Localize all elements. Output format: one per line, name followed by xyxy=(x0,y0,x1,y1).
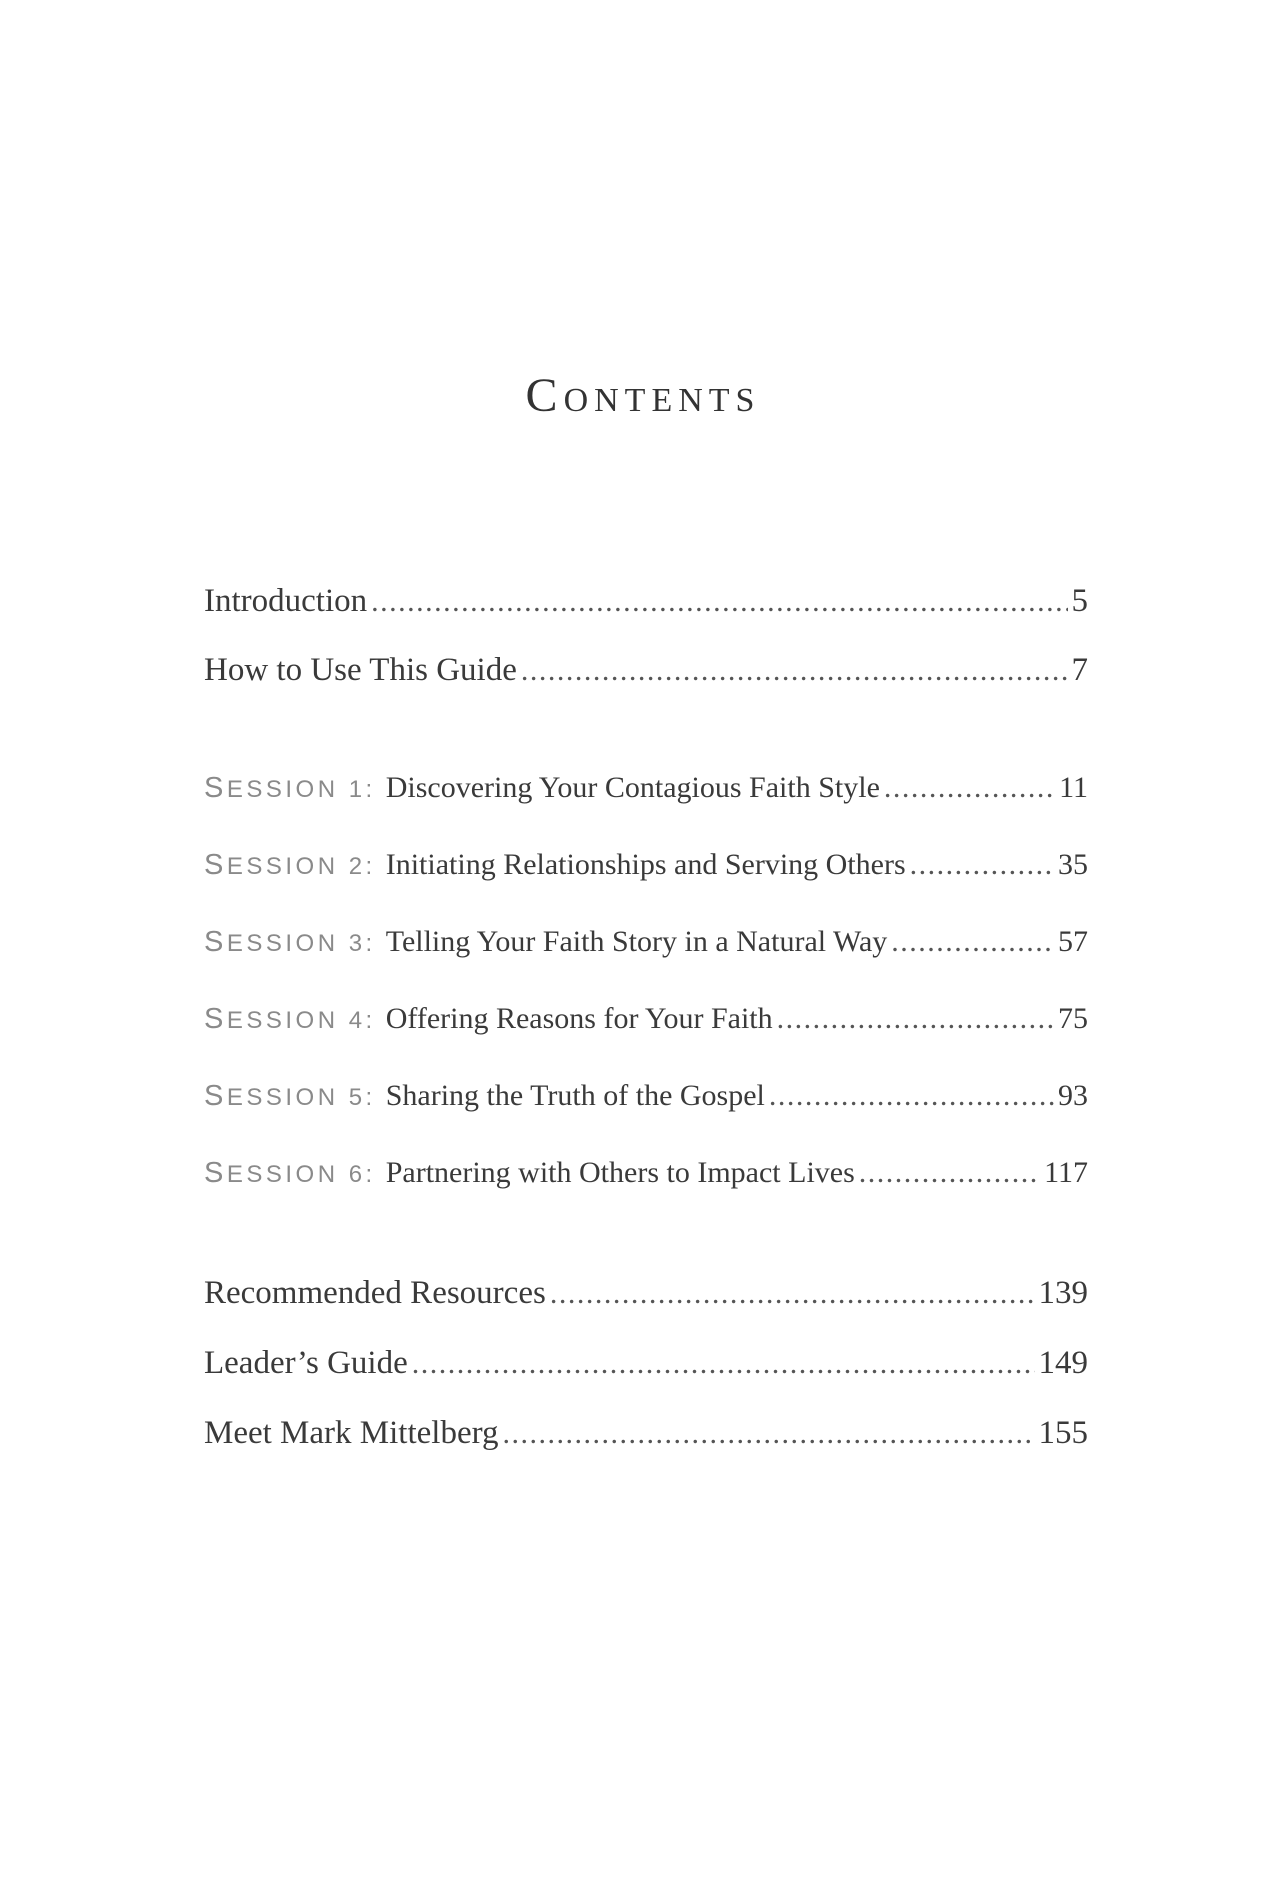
toc-entry-page: 139 xyxy=(1038,1275,1088,1311)
toc-entry-session-6[interactable] xyxy=(204,1156,1088,1190)
toc-entry-page: 155 xyxy=(1038,1415,1088,1451)
toc-entry-session-3[interactable] xyxy=(204,925,1088,959)
session-tag: SESSION 1: xyxy=(204,772,376,804)
toc-entry-label: Introduction xyxy=(204,583,368,619)
toc-entry-session-2[interactable] xyxy=(204,848,1088,882)
toc-entry-page: 5 xyxy=(1071,583,1088,619)
dot-leader xyxy=(891,925,1054,959)
session-tag: SESSION 5: xyxy=(204,1080,376,1112)
dot-leader xyxy=(550,1275,1035,1312)
dot-leader xyxy=(859,1156,1040,1190)
toc-entry-page: 57 xyxy=(1058,925,1088,958)
toc-entry-introduction[interactable] xyxy=(204,583,1088,620)
dot-leader xyxy=(503,1415,1035,1452)
toc-entry-leaders-guide[interactable] xyxy=(204,1345,1088,1382)
session-tag: SESSION 6: xyxy=(204,1157,376,1189)
dot-leader xyxy=(412,1345,1035,1382)
toc-entry-recommended-resources[interactable] xyxy=(204,1275,1088,1312)
toc-entry-label: Sharing the Truth of the Gospel xyxy=(385,1079,765,1112)
toc-entry-label: Discovering Your Contagious Faith Style xyxy=(385,771,880,804)
toc-entry-meet-mark-mittelberg[interactable] xyxy=(204,1415,1088,1452)
page-title: Contents xyxy=(525,369,761,422)
toc-entry-session-5[interactable] xyxy=(204,1079,1088,1113)
dot-leader xyxy=(521,652,1068,689)
toc-entry-page: 7 xyxy=(1071,652,1088,688)
session-tag: SESSION 4: xyxy=(204,1003,376,1035)
dot-leader xyxy=(371,583,1067,620)
dot-leader xyxy=(777,1002,1054,1036)
toc-entry-label: Initiating Relationships and Serving Others xyxy=(385,848,906,881)
toc-entry-label: How to Use This Guide xyxy=(204,652,517,688)
dot-leader xyxy=(769,1079,1054,1113)
session-tag: SESSION 3: xyxy=(204,926,376,958)
dot-leader xyxy=(910,848,1054,882)
toc-entry-label: Recommended Resources xyxy=(204,1275,546,1311)
toc-entry-label: Offering Reasons for Your Faith xyxy=(385,1002,773,1035)
toc-entry-page: 93 xyxy=(1058,1079,1088,1112)
toc-entry-page: 11 xyxy=(1059,771,1088,804)
toc-entry-page: 117 xyxy=(1044,1156,1088,1189)
toc-entry-session-1[interactable] xyxy=(204,771,1088,805)
toc-entry-label: Telling Your Faith Story in a Natural Way xyxy=(385,925,888,958)
toc-entry-session-4[interactable] xyxy=(204,1002,1088,1036)
session-tag: SESSION 2: xyxy=(204,849,376,881)
toc-entry-how-to-use[interactable] xyxy=(204,652,1088,689)
toc-entry-label: Meet Mark Mittelberg xyxy=(204,1415,499,1451)
toc-entry-page: 149 xyxy=(1038,1345,1088,1381)
toc-entry-label: Leader’s Guide xyxy=(204,1345,408,1381)
toc-entry-page: 75 xyxy=(1058,1002,1088,1035)
dot-leader xyxy=(884,771,1055,805)
toc-entry-label: Partnering with Others to Impact Lives xyxy=(385,1156,855,1189)
toc-entry-page: 35 xyxy=(1058,848,1088,881)
